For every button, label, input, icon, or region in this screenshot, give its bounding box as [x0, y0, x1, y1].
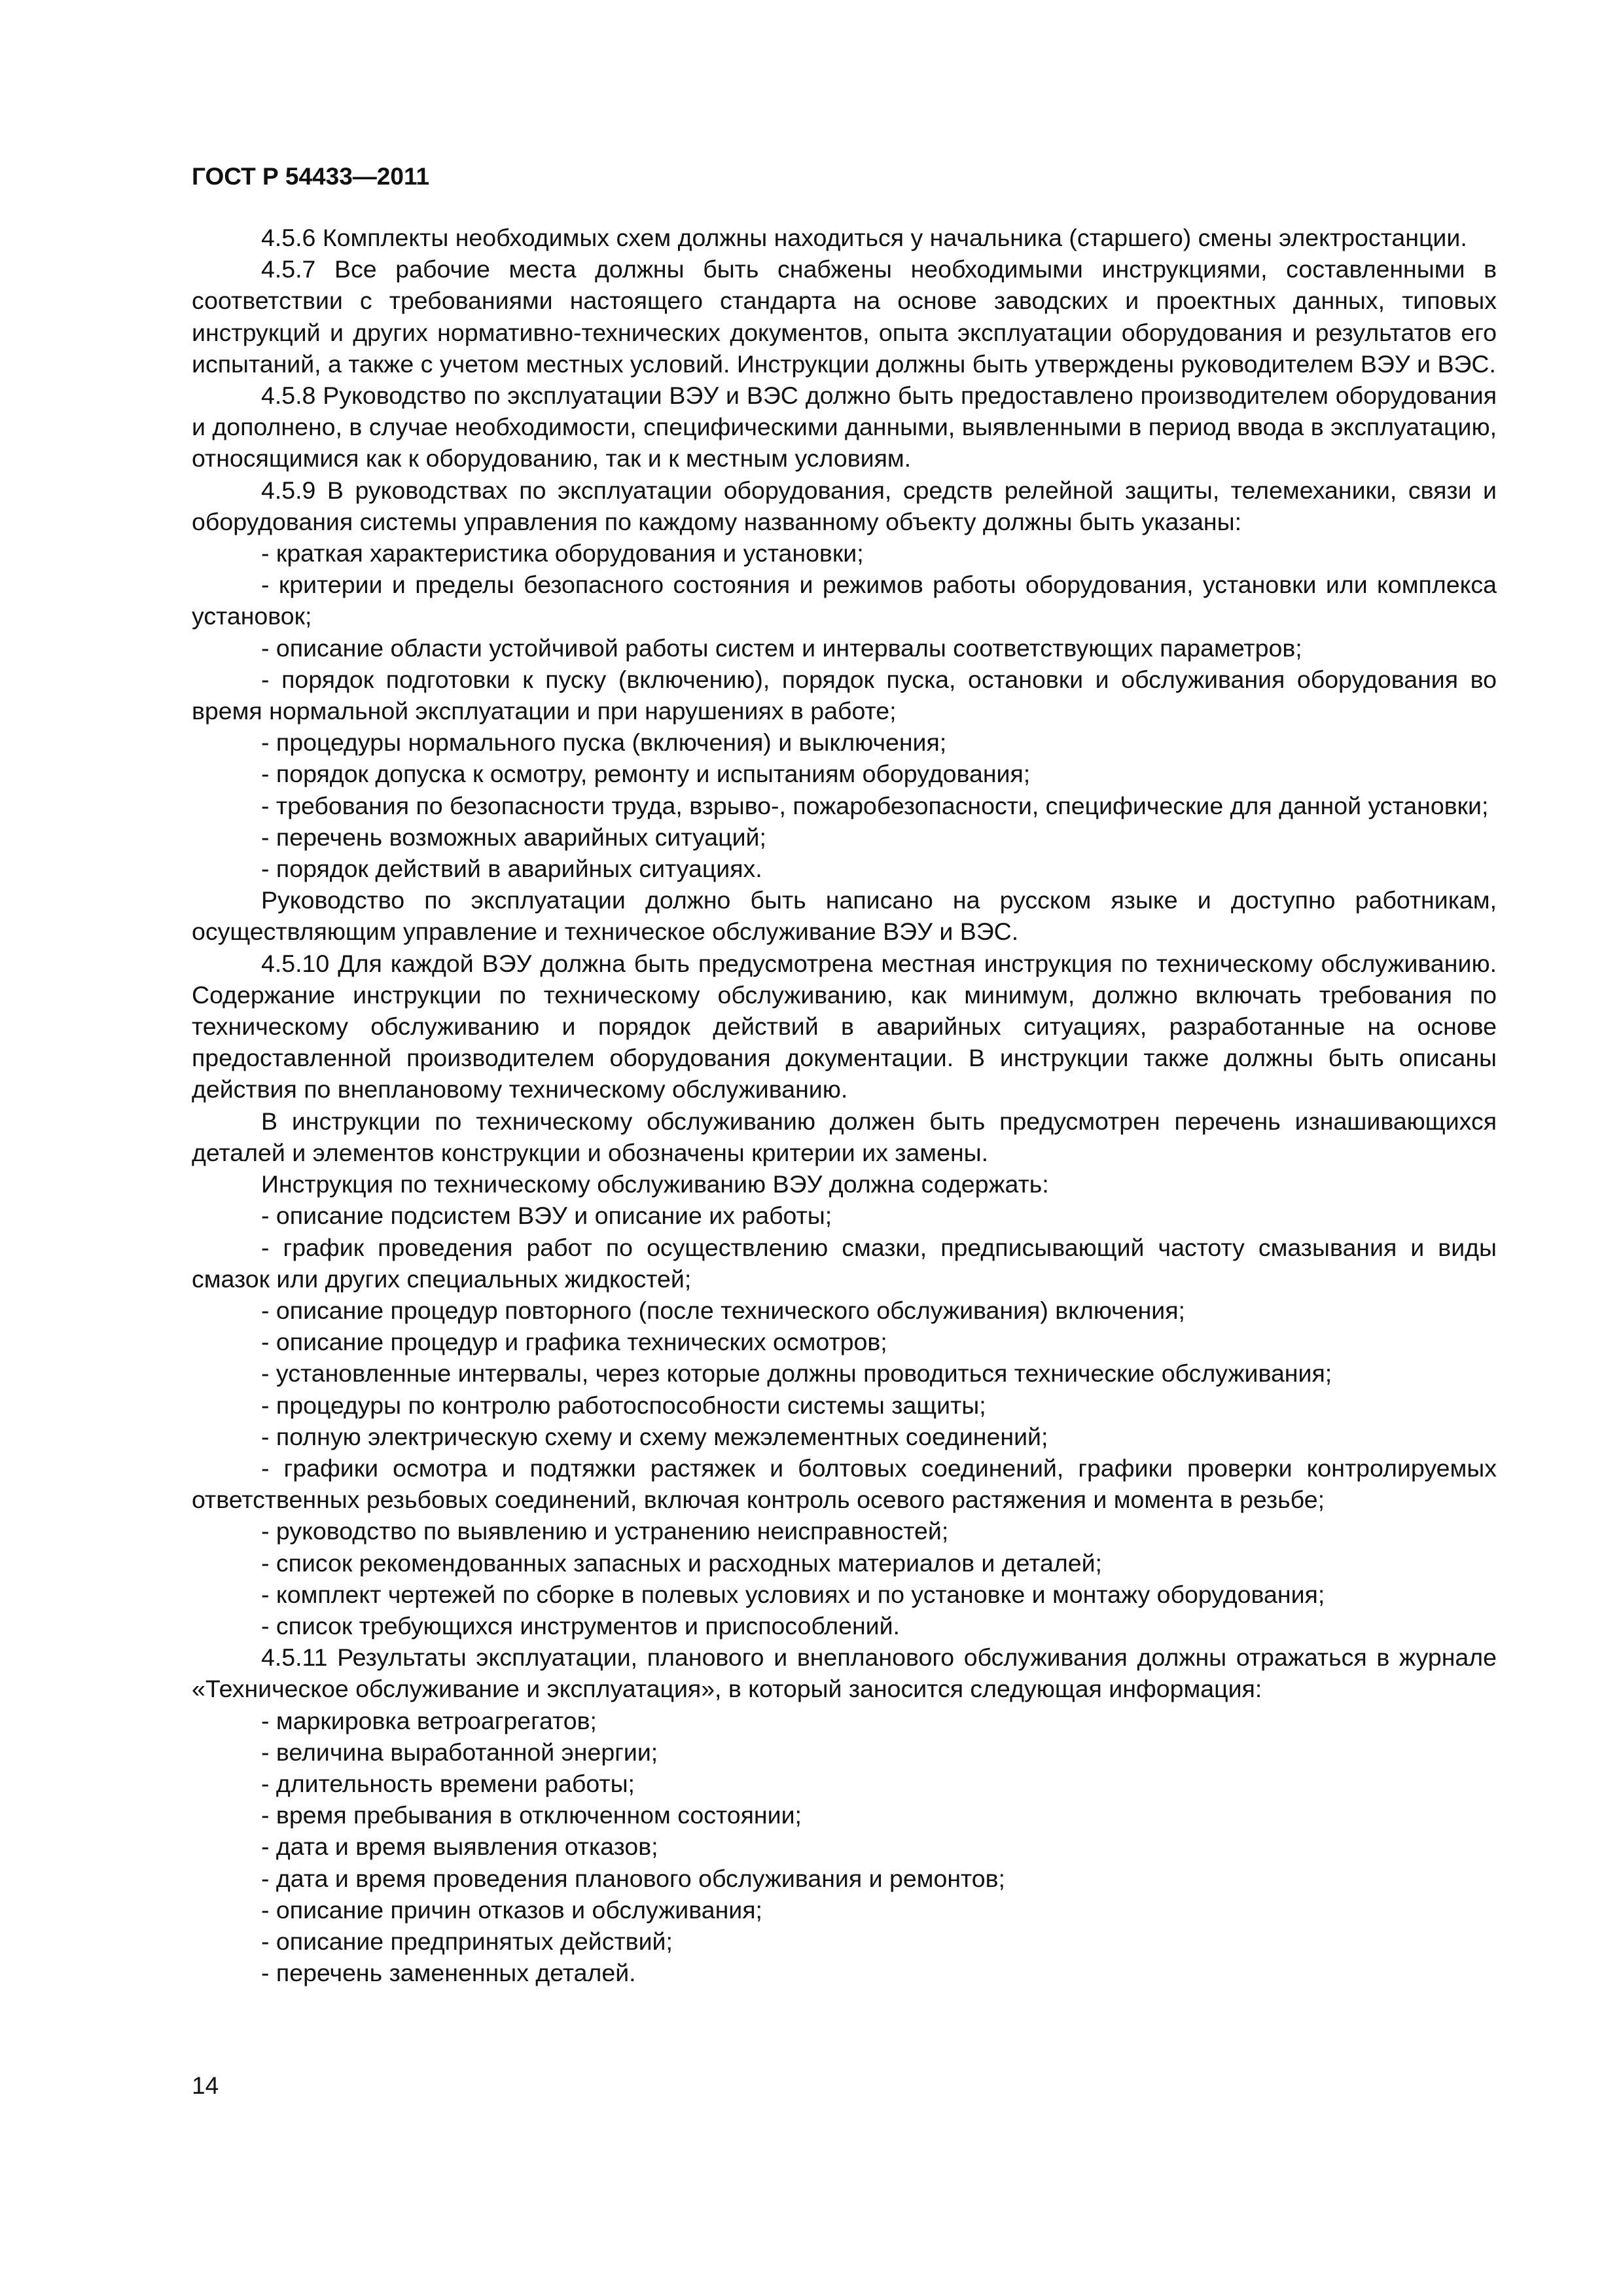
document-code-header: ГОСТ Р 54433—2011 [192, 163, 430, 190]
paragraph-4-5-8: 4.5.8 Руководство по эксплуатации ВЭУ и ВЭС должно быть предоставлено производителем оборудования и дополнено, в случае необходимости, специфическими данными, выявленными в период ввода в эксплуатацию, относящимися как к оборудованию, так и к местным условиям. [192, 382, 1497, 473]
list-item: - графики осмотра и подтяжки растяжек и болтовых соединений, графики проверки контролируемых ответственных резьбовых соединений, включая контроль осевого растяжения и момента в резьбе; [192, 1454, 1497, 1514]
list-item: - краткая характеристика оборудования и установки; [261, 539, 864, 567]
paragraph-4-5-11: 4.5.11 Результаты эксплуатации, планового и внепланового обслуживания должны отражаться в журнале «Техническое обслуживание и эксплуатация», в который заносится следующая информация: [192, 1643, 1497, 1703]
paragraph-maintenance-contents: Инструкция по техническому обслуживанию ВЭУ должна содержать: [261, 1170, 1049, 1198]
list-item: - график проведения работ по осуществлению смазки, предписывающий частоту смазывания и виды смазок или других специальных жидкостей; [192, 1233, 1497, 1293]
list-item: - перечень возможных аварийных ситуаций; [261, 823, 766, 851]
list-item: - список рекомендованных запасных и расходных материалов и деталей; [261, 1549, 1102, 1577]
list-item: - описание подсистем ВЭУ и описание их работы; [261, 1202, 832, 1230]
document-body [192, 222, 1497, 1988]
list-item: - требования по безопасности труда, взрыво-, пожаробезопасности, специфические для данной установки; [261, 791, 1489, 819]
list-item: - маркировка ветроагрегатов; [261, 1706, 597, 1734]
list-item: - величина выработанной энергии; [261, 1738, 658, 1766]
list-item: - руководство по выявлению и устранению неисправностей; [261, 1517, 949, 1545]
page-number: 14 [192, 2072, 219, 2099]
list-item: - описание причин отказов и обслуживания; [261, 1895, 762, 1924]
list-item: - описание предпринятых действий; [261, 1927, 673, 1955]
paragraph-manual-language: Руководство по эксплуатации должно быть написано на русском языке и доступно работникам, осуществляющим управление и техническое обслуживание ВЭУ и ВЭС. [192, 886, 1497, 946]
list-item: - время пребывания в отключенном состоянии; [261, 1801, 802, 1829]
list-item: - описание области устойчивой работы систем и интервалы соответствующих параметров; [261, 634, 1302, 662]
list-item: - перечень замененных деталей. [261, 1959, 636, 1987]
list-item: - порядок подготовки к пуску (включению), порядок пуска, остановки и обслуживания оборудования во время нормальной эксплуатации и при нарушениях в работе; [192, 665, 1497, 725]
list-item: - порядок допуска к осмотру, ремонту и испытаниям оборудования; [261, 760, 1031, 788]
paragraph-4-5-10: 4.5.10 Для каждой ВЭУ должна быть предусмотрена местная инструкция по техническому обслуживанию. Содержание инструкции по техническому обслуживанию, как минимум, должно включать требования по техническому обслуживанию и порядок действий в аварийных ситуациях, разработанные на основе предоставленной производителем оборудования документации. В инструкции также должны быть описаны действия по внеплановому техническому обслуживанию. [192, 949, 1497, 1103]
list-item: - полную электрическую схему и схему межэлементных соединений; [261, 1422, 1048, 1450]
list-item: - список требующихся инструментов и приспособлений. [261, 1611, 900, 1640]
paragraph-4-5-7: 4.5.7 Все рабочие места должны быть снабжены необходимыми инструкциями, составленными в соответствии с требованиями настоящего стандарта на основе заводских и проектных данных, типовых инструкций и других нормативно-технических документов, опыта эксплуатации оборудования и результатов его испытаний, а также с учетом местных условий. Инструкции должны быть утверждены руководителем ВЭУ и ВЭС. [192, 255, 1497, 378]
paragraph-4-5-9: 4.5.9 В руководствах по эксплуатации оборудования, средств релейной защиты, телемеханики, связи и оборудования системы управления по каждому названному объекту должны быть указаны: [192, 476, 1497, 535]
list-item: - порядок действий в аварийных ситуациях. [261, 855, 762, 883]
list-item: - установленные интервалы, через которые должны проводиться технические обслуживания; [261, 1359, 1332, 1388]
list-item: - комплект чертежей по сборке в полевых условиях и по установке и монтажу оборудования; [261, 1580, 1325, 1608]
list-item: - процедуры по контролю работоспособности системы защиты; [261, 1391, 986, 1419]
paragraph-wear-parts: В инструкции по техническому обслуживанию должен быть предусмотрен перечень изнашивающихся деталей и элементов конструкции и обозначены критерии их замены. [192, 1107, 1497, 1166]
list-item: - дата и время проведения планового обслуживания и ремонтов; [261, 1864, 1005, 1892]
list-item: - описание процедур повторного (после технического обслуживания) включения; [261, 1296, 1185, 1324]
list-item: - дата и время выявления отказов; [261, 1833, 658, 1861]
list-item: - длительность времени работы; [261, 1769, 635, 1797]
list-item: - критерии и пределы безопасного состояния и режимов работы оборудования, установки или комплекса установок; [192, 571, 1497, 630]
list-item: - описание процедур и графика технических осмотров; [261, 1328, 887, 1356]
list-item: - процедуры нормального пуска (включения) и выключения; [261, 728, 947, 757]
paragraph-4-5-6: 4.5.6 Комплекты необходимых схем должны находиться у начальника (старшего) смены электростанции. [261, 224, 1467, 251]
